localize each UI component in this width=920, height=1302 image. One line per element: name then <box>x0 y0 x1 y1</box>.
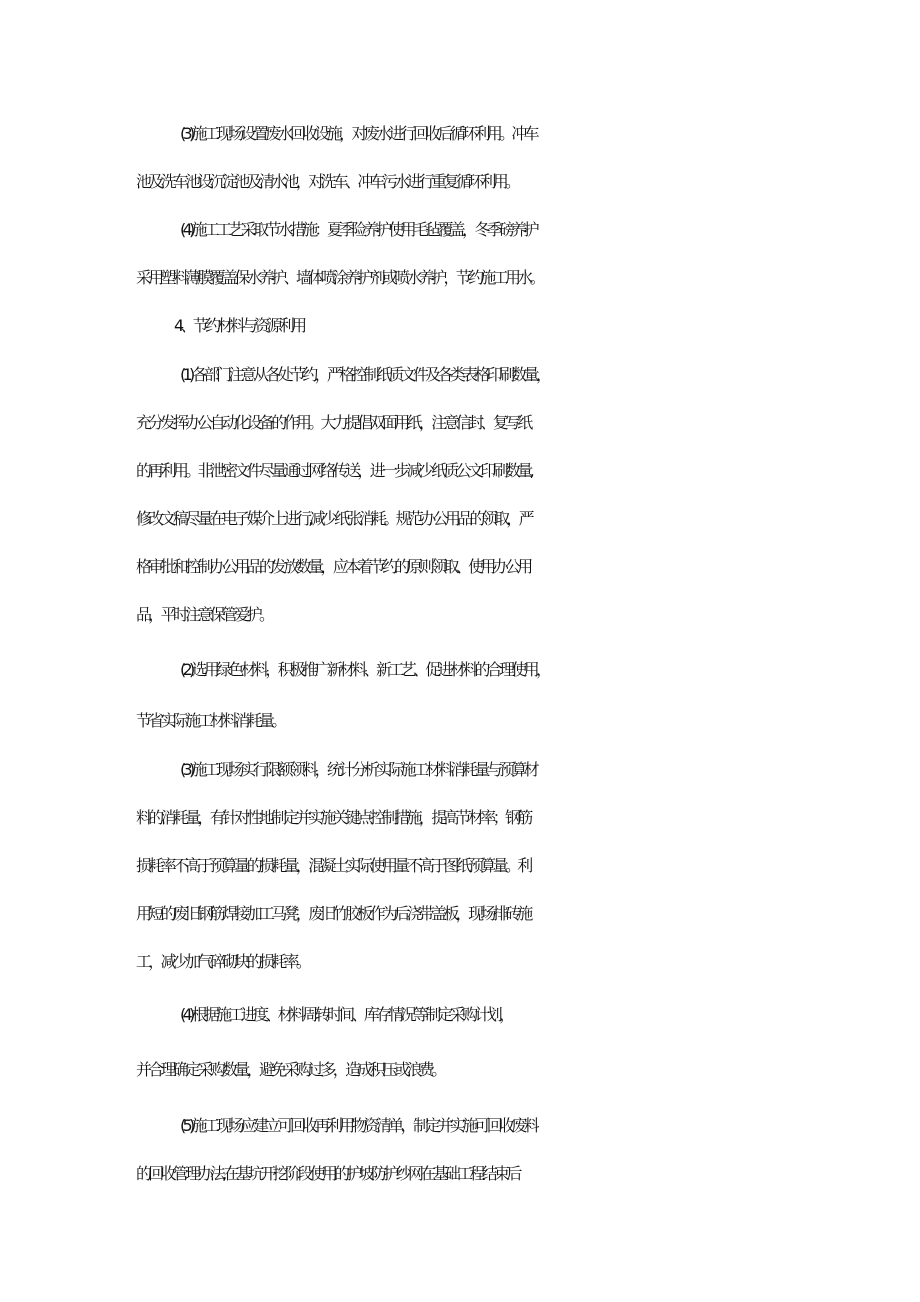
paragraph-line: 并合理确定采购数量，避免采购过多，造成积压或浪费。 <box>136 1060 444 1079</box>
paragraph-line: (4)根据施工进度、材料周转时间、库存情况等制定采购计划， <box>180 1005 512 1024</box>
paragraph-line: 工，减少加气碎砌块的损耗率。 <box>136 952 309 971</box>
paragraph-line: 损耗率不高于预算量的损耗量，混凝土实际使用量不高于图纸预算量。利 <box>136 856 530 875</box>
paragraph-line: 的再利用。非泄密文件尽量通过网络传送，进一步减少纸质公文印刷数量, <box>136 461 531 480</box>
paragraph-line: (3)施工现场设置废水回收设施，对废水进行回收后循环利用。冲车 <box>180 124 536 143</box>
paragraph-line: 料的消耗量，有针对性地制定并实施关键点控制措施，提高节材率；钢筋 <box>136 808 530 827</box>
paragraph-line: 充分发挥办公自动化设备的作用。大力提倡双面用纸，注意信封、复写纸 <box>136 413 530 432</box>
paragraph-line: 品，平时注意保管爱护。 <box>136 605 272 624</box>
paragraph-line: 节省实际施工材料消耗量。 <box>136 711 284 730</box>
paragraph-line: 格审批和控制办公用品的发放数量，应本着节约的原则领取、使用办公用 <box>136 557 530 576</box>
paragraph-line: 采用塑料薄膜覆盖保水养护、墙体喷涂养护剂或喷水养护，节约施工用水。 <box>136 268 542 287</box>
paragraph-line: 修改文稿尽量在电子媒介上进行,减少纸张消耗。规范办公用品的领取，严 <box>136 509 531 528</box>
paragraph-line: (3)施工现场实行限额领料，统计分析实际施工材料消耗量与预算材 <box>180 760 536 779</box>
paragraph-line: 池及洗车池设沉淀池及清水池，对洗车、冲车污水进行重复循环利用。 <box>136 172 518 191</box>
paragraph-line: (4)施工工艺采取节水措施：夏季险养护使用毛毡覆盖，冬季磅养护 <box>180 220 536 239</box>
paragraph-line: (5)施工现场应建立可回收再利用物资清单，制定并实施可回收废料 <box>180 1116 536 1135</box>
section-heading: 4、节约材料与资源利用 <box>174 316 304 335</box>
paragraph-line: (1)各部门注意从各处节约，严格控制纸质文件及各类表格印刷数量， <box>180 365 549 384</box>
paragraph-line: (2)选用绿色材料，积极推广新材料、新工艺、促进材料的合理使用， <box>180 660 549 679</box>
paragraph-line: 的回收管理办法,在基坑开挖阶段使用的护坡防护纱网在基础工程结束后 <box>136 1164 519 1183</box>
paragraph-line: 用短的废旧钢筋焊接加工马凳，废旧竹胶板作为后浇带盖板，现场排砖施 <box>136 904 530 923</box>
